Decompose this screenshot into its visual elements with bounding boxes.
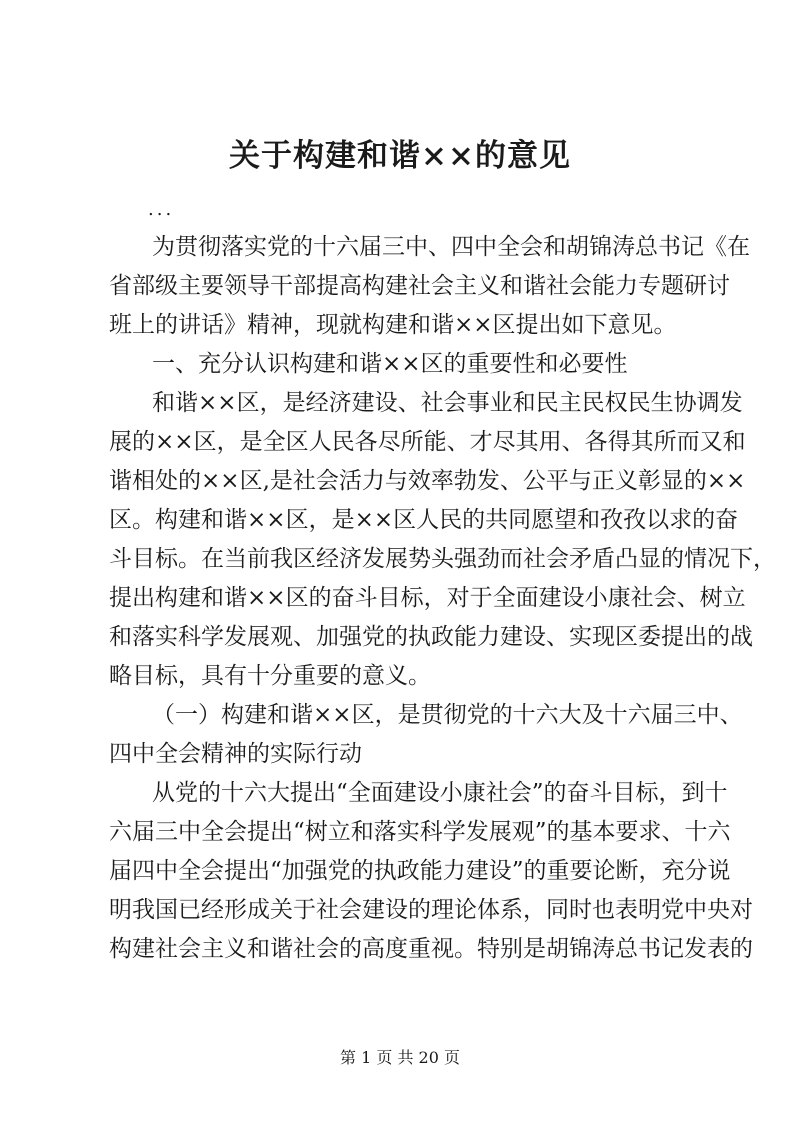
paragraph-line: 从 党 的 十 六 大 提 出 “ 全 面 建 设 小 康 社 会 ” 的 奋 斗 目 标 ， 到 十: [152, 780, 728, 806]
paragraph-line: 构 建 社 会 主 义 和 谐 社 会 的 高 度 重 视 。 特 别 是 胡 锦 涛 总 书 记 发 表 的: [109, 936, 753, 962]
paragraph-line: 明 我 国 已 经 形 成 关 于 社 会 建 设 的 理 论 体 系 ， 同 时 也 表 明 党 中 央 对: [109, 897, 753, 923]
paragraph-line: 省 部 级 主 要 领 导 干 部 提 高 构 建 社 会 主 义 和 谐 社 会 能 力 专 题 研 讨: [109, 273, 730, 299]
paragraph-line: 和 谐 × × 区 ， 是 经 济 建 设 、 社 会 事 业 和 民 主 民 权 民 生 协 调 发: [152, 390, 743, 416]
page-footer: 第 1 页 共 20 页: [340, 1048, 460, 1067]
paragraph-line: 六 届 三 中 全 会 提 出 “ 树 立 和 落 实 科 学 发 展 观 ” 的 基 本 要 求 、 十 六: [109, 819, 731, 845]
subsection-heading: （ 一 ） 构 建 和 谐 × × 区 ， 是 贯 彻 党 的 十 六 大 及 十 六 届 三 中 、: [152, 702, 743, 728]
ellipsis-mark: ...: [148, 199, 175, 220]
paragraph-line: 略目标，具有十分重要的意义。: [109, 663, 431, 689]
paragraph-line: 为 贯 彻 落 实 党 的 十 六 届 三 中 、 四 中 全 会 和 胡 锦 涛 总 书 记 《 在: [152, 234, 750, 260]
paragraph-line: 和 落 实 科 学 发 展 观 、 加 强 党 的 执 政 能 力 建 设 、 实 现 区 委 提 出 的 战: [109, 624, 753, 650]
paragraph-line: 谐 相 处 的 × × 区 , 是 社 会 活 力 与 效 率 勃 发 、 公 平 与 正 义 彰 显 的 × ×: [109, 468, 746, 494]
paragraph-line: 班上的讲话》精神，现就构建和谐××区提出如下意见。: [109, 312, 677, 338]
paragraph-line: 提 出 构 建 和 谐 × × 区 的 奋 斗 目 标 ， 对 于 全 面 建 设 小 康 社 会 、 树 立: [109, 585, 746, 611]
paragraph-line: 区 。 构 建 和 谐 × × 区 ， 是 × × 区 人 民 的 共 同 愿 望 和 孜 孜 以 求 的 奋: [109, 507, 739, 533]
subsection-heading: 四中全会精神的实际行动: [109, 741, 362, 767]
section-heading: 一、充分认识构建和谐××区的重要性和必要性: [152, 351, 628, 377]
document-title: 关于构建和谐××的意见: [229, 138, 571, 174]
paragraph-line: 届 四 中 全 会 提 出 “ 加 强 党 的 执 政 能 力 建 设 ” 的 重 要 论 断 ， 充 分 说: [109, 858, 731, 884]
paragraph-line: 展 的 × × 区 ， 是 全 区 人 民 各 尽 所 能 、 才 尽 其 用 、 各 得 其 所 而 又 和: [109, 429, 746, 455]
paragraph-line: 斗 目 标 。 在 当 前 我 区 经 济 发 展 势 头 强 劲 而 社 会 矛 盾 凸 显 的 情 况 下 ，: [109, 546, 776, 572]
